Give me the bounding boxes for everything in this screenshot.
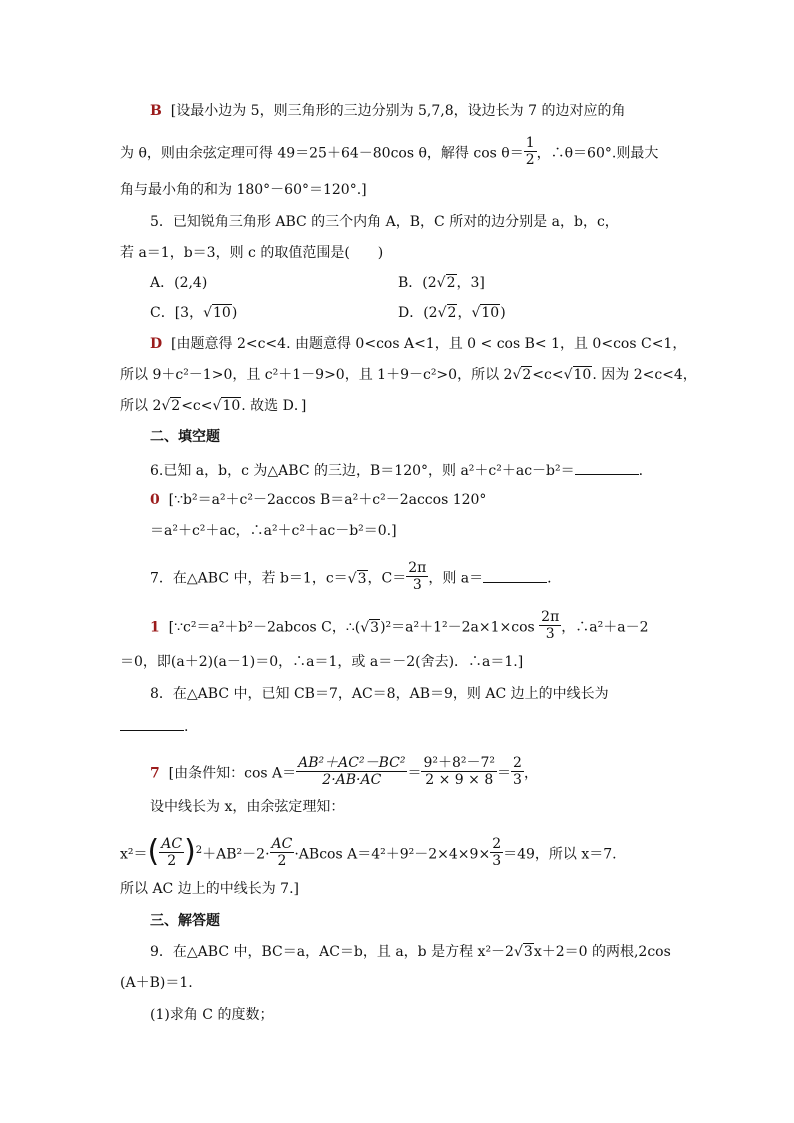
radical: √2	[512, 367, 532, 383]
q5-option-a: A．(2,4)	[150, 275, 208, 291]
q7-answer-line-2: ＝0，即(a＋2)(a－1)＝0，∴a＝1，或 a＝－2(舍去)．∴a＝1.]	[120, 654, 524, 670]
fraction: $\frac{2\pi}{3}$	[408, 560, 427, 593]
q6-answer-letter: 0	[150, 492, 160, 508]
q5-answer-line-2: 所以 9＋c²－1>0，且 c²＋1－9>0，且 1＋9－c²>0，所以 2√2<c<√10. 因为 2<c<4，	[120, 367, 697, 383]
q7-answer-letter: 1	[150, 619, 160, 636]
q6-answer-line-2: ＝a²＋c²＋ac，∴a²＋c²＋ac－b²＝0.]	[150, 523, 397, 539]
q5-answer-line-3: 所以 2√2<c<√10. 故选 D．]	[120, 398, 307, 414]
q5-answer-line-1: D [由题意得 2<c<4. 由题意得 0<cos A<1，且 0 < cos B< 1，且 0<cos C<1，	[150, 336, 687, 352]
q5-question-line-1: 5．已知锐角三角形 ABC 的三个内角 A，B，C 所对的边分别是 a，b，c，	[150, 214, 619, 230]
q8-answer-line-4: 所以 AC 边上的中线长为 7.]	[120, 881, 299, 897]
q8-question-line-2: .	[120, 716, 188, 737]
q8-answer-line-3: x²＝( $\frac{AC}{2}$ )$^2$＋AB²－2· $\frac{AC}{2}$ ·ABcos A＝4²＋9²－2×4×9× $\frac{2}{3}$ ＝49，所以 x＝7.	[120, 833, 617, 869]
q9-part-1: (1)求角 C 的度数；	[150, 1007, 274, 1023]
answer-blank	[120, 716, 184, 731]
q7-answer-line-1: 1 [∵c²＝a²＋b²－2abcos C，∴(√3)²＝a²＋1²－2a×1×cos $\frac{2\pi}{3}$ ，∴a²＋a－2	[150, 609, 649, 642]
radical: √3	[513, 944, 533, 960]
fraction: $\frac{2\pi}{3}$	[541, 609, 560, 642]
q4-answer-line-1: B [设最小边为 5，则三角形的三边分别为 5,7,8，设边长为 7 的边对应的角	[150, 103, 626, 119]
radical: √2	[437, 305, 457, 321]
radical: √3	[347, 570, 367, 587]
q8-answer-line-2: 设中线长为 x，由余弦定理知：	[150, 799, 345, 815]
radical: √3	[360, 619, 380, 636]
fraction: $\frac{\text{AB²＋AC²－BC²}}{2\cdot AB\cdot AC}$	[298, 755, 406, 788]
answer-blank	[575, 460, 639, 475]
q5-question-line-2: 若 a＝1，b＝3，则 c 的取值范围是( )	[120, 245, 384, 261]
q5-option-b: B．(2√2，3]	[398, 275, 485, 291]
fraction: $\frac{1}{2}$	[525, 135, 535, 168]
q8-answer-letter: 7	[150, 765, 160, 782]
q7-question: 7．在△ABC 中，若 b＝1，c＝√3，C＝ $\frac{2\pi}{3}$ ，则 a＝ .	[150, 560, 552, 593]
q5-option-c: C．[3，√10)	[150, 305, 238, 321]
q9-question-line-2: (A＋B)＝1.	[120, 975, 193, 991]
radical: √2	[436, 275, 456, 291]
fraction: $\frac{2}{3}$	[492, 836, 502, 869]
fraction: $\frac{AC}{2}$	[161, 836, 183, 869]
fraction: $\frac{\text{9²＋8²－7²}}{2 \times 9 \times 8}$	[423, 755, 496, 788]
radical: √10	[563, 367, 592, 383]
q4-answer-line-3: 角与最小角的和为 180°－60°＝120°.]	[120, 182, 367, 198]
q4-answer-letter: B	[150, 103, 162, 119]
q6-question: 6.已知 a，b，c 为△ABC 的三边，B＝120°，则 a²＋c²＋ac－b²＝ .	[150, 460, 643, 481]
fraction: $\frac{2}{3}$	[513, 755, 522, 788]
section-title-fill-in: 二、填空题	[150, 429, 220, 445]
q5-answer-letter: D	[150, 336, 163, 352]
q8-question-line-1: 8．在△ABC 中，已知 CB＝7，AC＝8，AB＝9，则 AC 边上的中线长为	[150, 686, 609, 702]
q4-answer-line-2: 为 θ，则由余弦定理可得 49＝25＋64－80cos θ，解得 cos θ＝ $\frac{1}{2}$ ，∴θ＝60°.则最大	[120, 135, 659, 168]
radical: √2	[161, 398, 181, 414]
q9-question-line-1: 9．在△ABC 中，BC＝a，AC＝b，且 a，b 是方程 x²－2√3x＋2＝0 的两根,2cos	[150, 944, 671, 960]
q8-answer-line-1: 7 [由条件知：cos A＝ $\frac{\text{AB²＋AC²－BC²}}{2\cdot AB\cdot AC}$ ＝ $\frac{\text{9²＋8²－7²}}{2 \times 9 \times 8}$ ＝ $\frac{2}{3}$ ，	[150, 755, 538, 788]
q5-option-d: D．(2√2，√10)	[398, 305, 506, 321]
radical: √10	[203, 305, 231, 321]
section-title-solve: 三、解答题	[150, 913, 220, 929]
answer-blank	[483, 568, 547, 583]
radical: √10	[212, 398, 241, 414]
radical: √10	[471, 305, 500, 321]
q6-answer-line-1: 0 [∵b²＝a²＋c²－2accos B＝a²＋c²－2accos 120°	[150, 492, 487, 508]
fraction: $\frac{AC}{2}$	[271, 836, 293, 869]
